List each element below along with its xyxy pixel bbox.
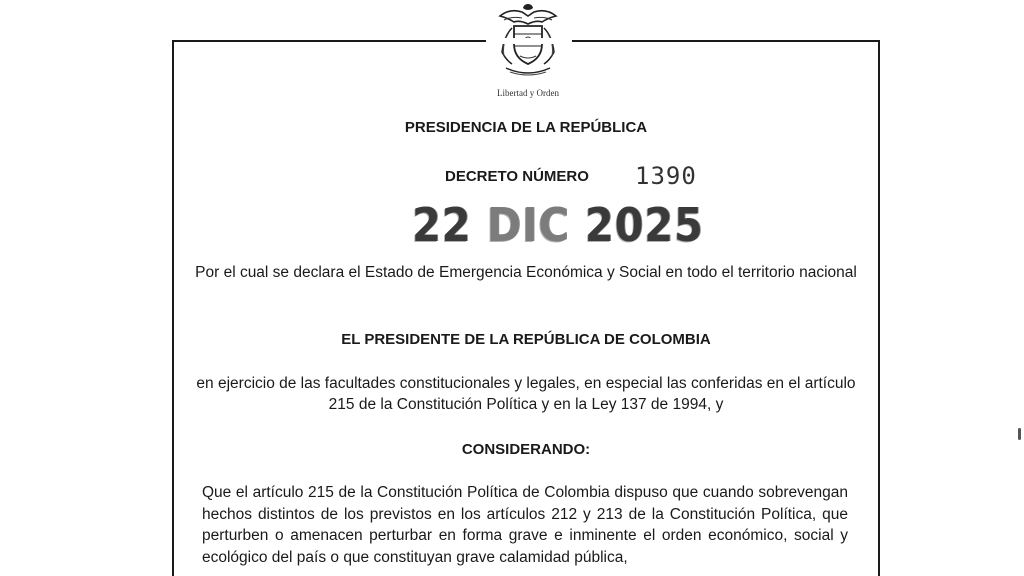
scan-edge-mark <box>1018 428 1021 440</box>
date-stamp-year: 2025 <box>584 198 704 252</box>
decree-number: 1390 <box>635 162 697 190</box>
issuer-heading: EL PRESIDENTE DE LA REPÚBLICA DE COLOMBIA <box>341 331 711 348</box>
authority-clause: en ejercicio de las facultades constitucionales y legales, en especial las conferidas en el artículo 215 de la Constitución Política y en la Ley 137 de 1994, y <box>196 375 856 413</box>
date-stamp-month: DIC <box>486 198 570 252</box>
decree-epigraph: Por el cual se declara el Estado de Emergencia Económica y Social en todo el territorio nacional <box>195 264 857 281</box>
date-stamp <box>412 198 704 252</box>
considering-heading: CONSIDERANDO: <box>461 441 591 458</box>
seal-motto: Libertad y Orden <box>497 88 559 98</box>
considering-paragraph: Que el artículo 215 de la Constitución Política de Colombia dispuso que cuando sobrevengan hechos distintos de los previstos en los artículos 212 y 213 de la Constitución Política, que perturben o amenacen perturbar en forma grave e inminente el orden económico, social y ecológico del país o que constituyan grave calamidad pública, <box>202 484 848 566</box>
office-heading: PRESIDENCIA DE LA REPÚBLICA <box>404 119 648 136</box>
decree-number-row <box>445 162 697 190</box>
date-stamp-day: 22 <box>412 198 472 252</box>
decree-label: DECRETO NÚMERO <box>445 168 589 185</box>
